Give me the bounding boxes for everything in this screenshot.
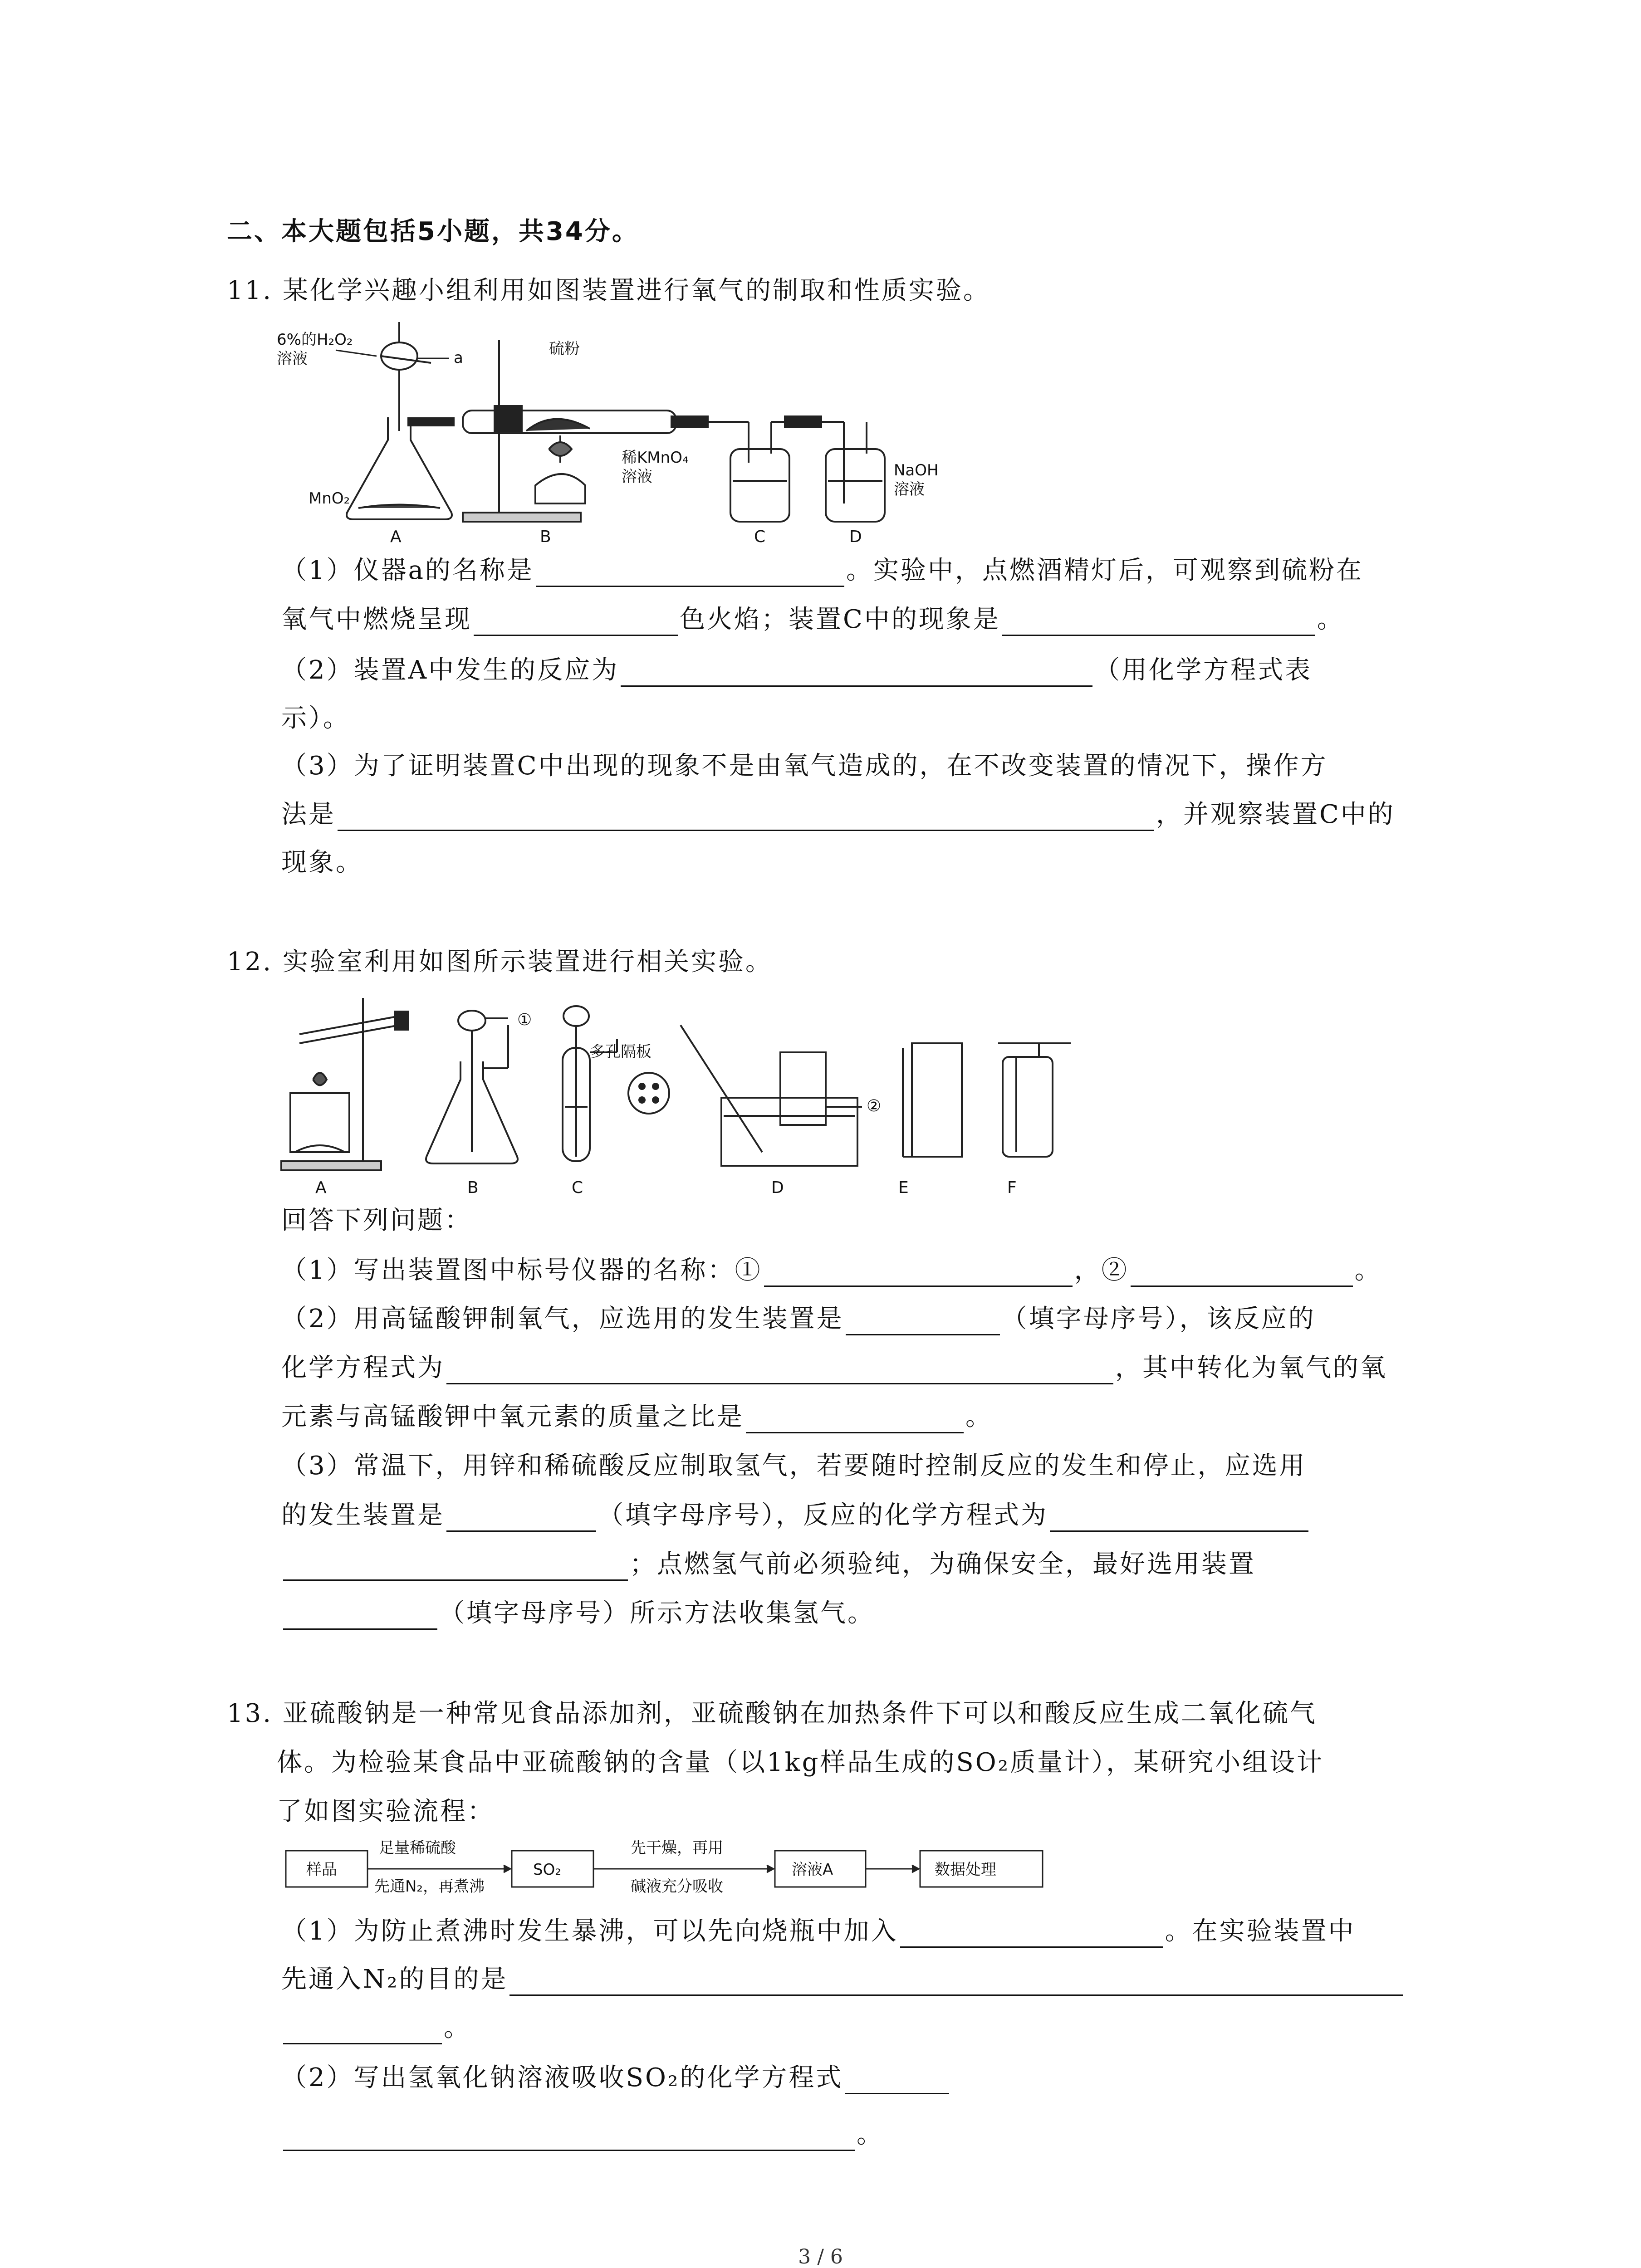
q13-part1-line2: 先通入N₂的目的是	[281, 1963, 1405, 1996]
fig12-label-c: C	[572, 1178, 583, 1197]
q11-stem: 11. 某化学兴趣小组利用如图装置进行氧气的制取和性质实验。	[227, 276, 990, 305]
answer-blank[interactable]	[283, 2016, 442, 2044]
q12-part1: （1）写出装置图中标号仪器的名称：① ，② 。	[281, 1254, 1382, 1287]
mno2-label: MnO₂	[309, 489, 350, 508]
fig11-label-b: B	[540, 528, 551, 546]
q12-part3-line2: 的发生装置是 （填字母序号），反应的化学方程式为	[281, 1499, 1310, 1532]
answer-blank[interactable]	[509, 1967, 1403, 1996]
sulfur-label: 硫粉	[549, 340, 580, 358]
answer-blank[interactable]	[283, 2122, 855, 2151]
answer-blank[interactable]	[446, 1503, 596, 1532]
answer-blank[interactable]	[900, 1919, 1163, 1948]
answer-blank[interactable]	[764, 1258, 1073, 1287]
section-title: 二、本大题包括5小题，共34分。	[227, 217, 639, 246]
fig11-label-a: A	[390, 528, 402, 546]
h2o2-label: 6%的H₂O₂	[277, 331, 353, 349]
q12-intro: 回答下列问题：	[281, 1206, 472, 1235]
flow-arrow2-top: 先干燥，再用	[631, 1839, 723, 1857]
q13-stem-line2: 体。为检验某食品中亚硫酸钠的含量（以1kg样品生成的SO₂质量计），某研究小组设计	[277, 1748, 1324, 1777]
answer-blank[interactable]	[283, 1552, 628, 1581]
q13-part2-line1: （2）写出氢氧化钠溶液吸收SO₂的化学方程式	[281, 2062, 951, 2094]
answer-blank[interactable]	[845, 2066, 949, 2094]
fig12-label-b: B	[467, 1178, 479, 1197]
answer-blank[interactable]	[446, 1356, 1113, 1384]
q11-part2-line2: 示）。	[281, 704, 350, 733]
answer-blank[interactable]	[621, 658, 1092, 687]
q12-apparatus-figure	[272, 989, 1089, 1198]
porous-plate-label: 多孔隔板	[590, 1043, 652, 1061]
flow-data-processing-box: 数据处理	[935, 1861, 996, 1879]
flow-arrow2-bottom: 碱液充分吸收	[631, 1877, 723, 1896]
answer-blank[interactable]	[746, 1405, 964, 1433]
q13-stem-line3: 了如图实验流程：	[277, 1797, 495, 1826]
q12-part2-line3: 元素与高锰酸钾中氧元素的质量之比是 。	[281, 1401, 993, 1433]
answer-blank[interactable]	[474, 607, 678, 636]
q12-part3-line3: ；点燃氢气前必须验纯，为确保安全，最好选用装置	[281, 1548, 1256, 1581]
label-a: a	[454, 349, 463, 367]
fig12-label-f: F	[1007, 1178, 1017, 1197]
circle-1-label: ①	[517, 1011, 532, 1029]
q11-part3-line3: 现象。	[281, 848, 363, 877]
answer-blank[interactable]	[338, 802, 1154, 831]
q13-flowchart	[281, 1833, 1098, 1905]
answer-blank[interactable]	[1002, 607, 1315, 636]
answer-blank[interactable]	[283, 1601, 437, 1630]
answer-blank[interactable]	[536, 558, 844, 587]
h2o2-solution-label: 溶液	[277, 350, 308, 368]
answer-blank[interactable]	[1131, 1258, 1353, 1287]
q11-part3-line2: 法是 ，并观察装置C中的	[281, 798, 1395, 831]
answer-blank[interactable]	[1050, 1503, 1308, 1532]
q12-part2-line2: 化学方程式为 ，其中转化为氧气的氧	[281, 1352, 1387, 1384]
q11-part3-line1: （3）为了证明装置C中出现的现象不是由氧气造成的，在不改变装置的情况下，操作方	[281, 751, 1328, 781]
fig12-label-d: D	[771, 1178, 784, 1197]
answer-blank[interactable]	[846, 1307, 1000, 1335]
q13-part1-line1: （1）为防止煮沸时发生暴沸，可以先向烧瓶中加入 。在实验装置中	[281, 1915, 1356, 1948]
flow-so2-box: SO₂	[533, 1861, 561, 1879]
fig11-label-c: C	[754, 528, 766, 546]
page-number: 3 / 6	[798, 2245, 843, 2268]
q12-part3-line1: （3）常温下，用锌和稀硫酸反应制取氢气，若要随时控制反应的发生和停止，应选用	[281, 1451, 1307, 1481]
q11-part2-line1: （2）装置A中发生的反应为 （用化学方程式表	[281, 654, 1312, 687]
q13-part2-line2: 。	[281, 2118, 884, 2151]
flow-sample-box: 样品	[306, 1861, 337, 1879]
fig12-label-a: A	[315, 1178, 327, 1197]
flow-arrow1-top: 足量稀硫酸	[379, 1839, 456, 1857]
q12-part2-line1: （2）用高锰酸钾制氧气，应选用的发生装置是 （填字母序号），该反应的	[281, 1303, 1316, 1335]
q12-part3-line4: （填字母序号）所示方法收集氢气。	[281, 1597, 875, 1630]
q11-part1-line2: 氧气中燃烧呈现 色火焰；装置C中的现象是 。	[281, 603, 1344, 636]
flow-solution-a-box: 溶液A	[792, 1861, 833, 1879]
q11-apparatus-figure	[272, 313, 939, 549]
kmno4-label: 稀KMnO₄	[622, 449, 689, 467]
naoh-label: NaOH	[894, 461, 939, 479]
fig11-label-d: D	[849, 528, 862, 546]
q13-part1-line3: 。	[281, 2012, 471, 2044]
naoh-solution-label: 溶液	[894, 480, 925, 499]
q13-stem-line1: 13. 亚硫酸钠是一种常见食品添加剂，亚硫酸钠在加热条件下可以和酸反应生成二氧化硫气	[227, 1699, 1317, 1728]
q11-part1-line1: （1）仪器a的名称是 。实验中，点燃酒精灯后，可观察到硫粉在	[281, 554, 1363, 587]
circle-2-label: ②	[867, 1097, 882, 1115]
q12-stem: 12. 实验室利用如图所示装置进行相关实验。	[227, 947, 773, 977]
fig12-label-e: E	[898, 1178, 909, 1197]
kmno4-solution-label: 溶液	[622, 468, 652, 486]
flow-arrow1-bottom: 先通N₂，再煮沸	[374, 1877, 485, 1896]
